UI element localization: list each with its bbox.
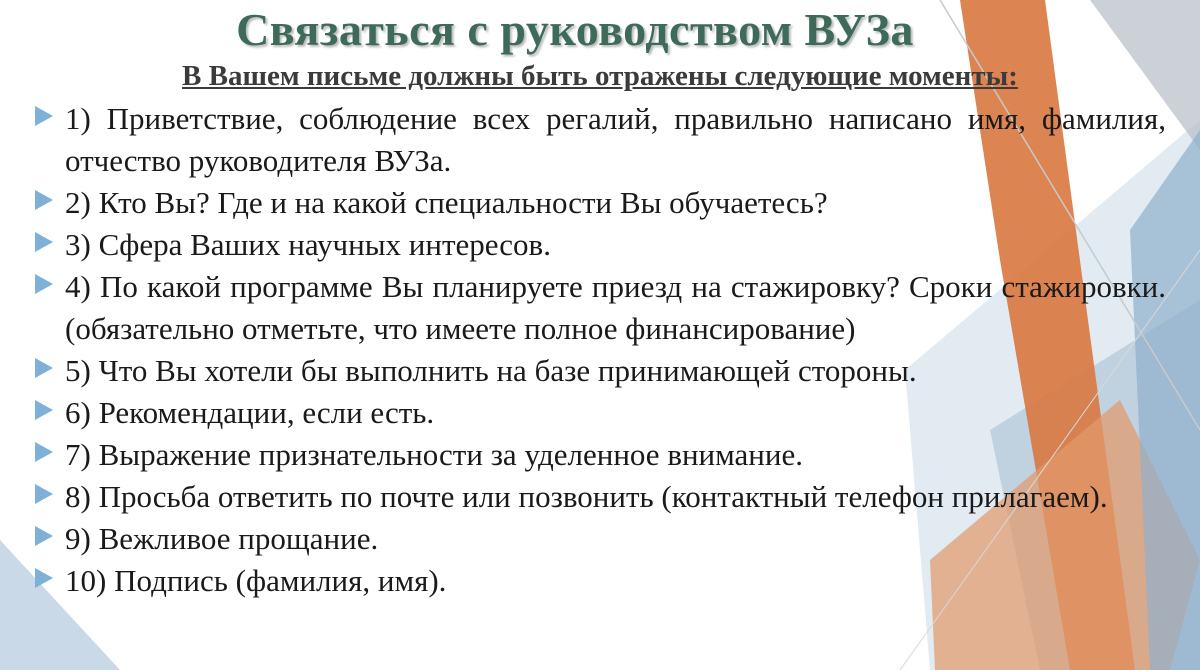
list-item-text: 8) Просьба ответить по почте или позвонить (контактный телефон прилагаем).	[65, 479, 1108, 514]
list-item	[0, 182, 1166, 224]
list-item	[0, 224, 1166, 266]
slide-title: Связаться с руководством ВУЗа	[236, 4, 914, 55]
slide-subtitle: В Вашем письме должны быть отражены следующие моменты:	[182, 60, 1018, 92]
triangle-bullet-icon	[35, 568, 53, 588]
triangle-bullet-icon	[35, 442, 53, 462]
list-item	[0, 98, 1166, 182]
list-item-text: 7) Выражение признательности за уделенное внимание.	[65, 437, 803, 472]
list-item-text: 4) По какой программе Вы планируете приезд на стажировку? Сроки стажировки. (обязательно отметьте, что имеете полное финансирование)	[65, 269, 1166, 346]
triangle-bullet-icon	[35, 106, 53, 126]
list-item	[0, 476, 1166, 518]
list-item	[0, 392, 1166, 434]
triangle-bullet-icon	[35, 274, 53, 294]
triangle-bullet-icon	[35, 484, 53, 504]
list-item	[0, 518, 1166, 560]
list-item-text: 10) Подпись (фамилия, имя).	[65, 563, 447, 598]
list-item-text: 2) Кто Вы? Где и на какой специальности Вы обучаетесь?	[65, 185, 828, 220]
list-item-text: 6) Рекомендации, если есть.	[65, 395, 435, 430]
list-item	[0, 350, 1166, 392]
list-item	[0, 266, 1166, 350]
list-item	[0, 560, 1166, 602]
list-item-text: 1) Приветствие, соблюдение всех регалий, правильно написано имя, фамилия, отчество руководителя ВУЗа.	[65, 101, 1166, 178]
list-item-text: 3) Сфера Ваших научных интересов.	[65, 227, 551, 262]
triangle-bullet-icon	[35, 358, 53, 378]
list-item-text: 9) Вежливое прощание.	[65, 521, 379, 556]
triangle-bullet-icon	[35, 526, 53, 546]
triangle-bullet-icon	[35, 232, 53, 252]
list-item	[0, 434, 1166, 476]
bullet-list	[0, 98, 1200, 602]
list-item-text: 5) Что Вы хотели бы выполнить на базе принимающей стороны.	[65, 353, 917, 388]
triangle-bullet-icon	[35, 190, 53, 210]
triangle-bullet-icon	[35, 400, 53, 420]
